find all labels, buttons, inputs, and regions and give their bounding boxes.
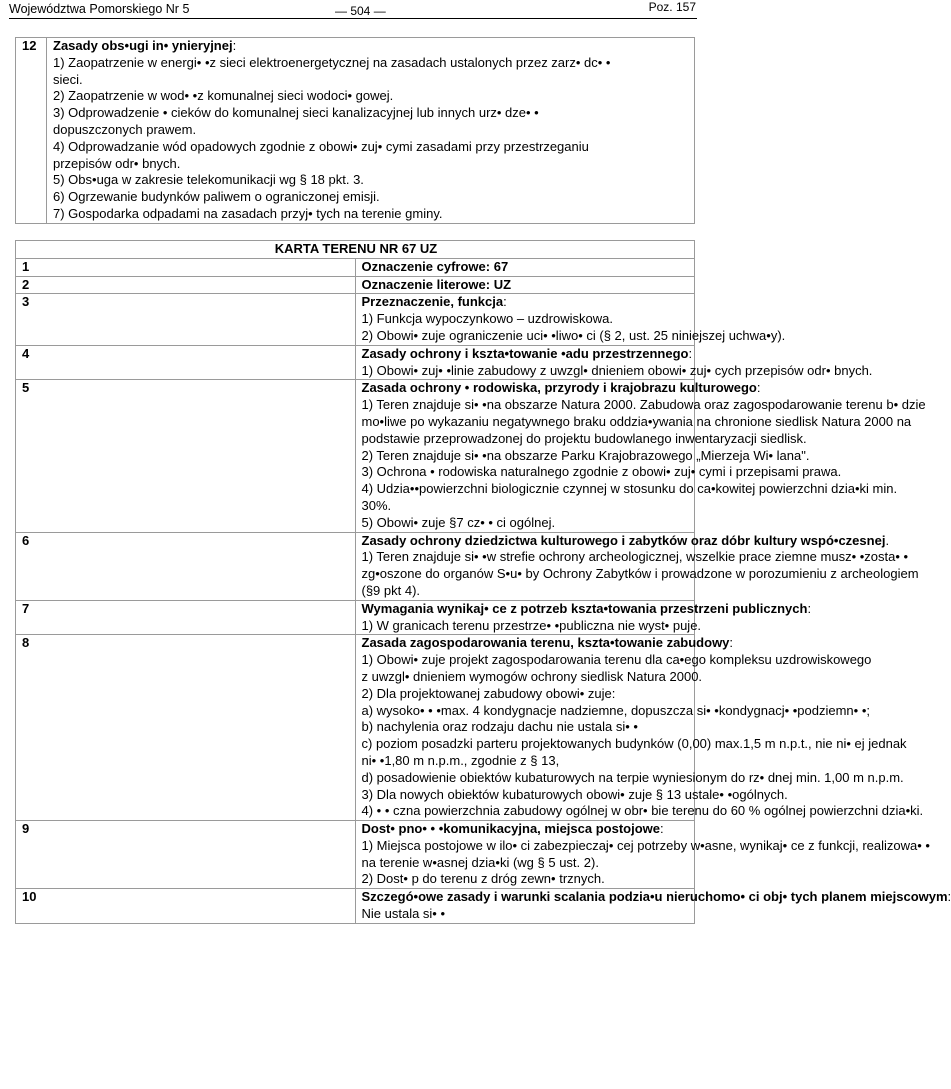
row-heading-bold: Zasada ochrony • rodowiska, przyrody i krajobrazu kulturowego <box>361 380 757 396</box>
row-number: 8 <box>16 635 356 821</box>
row-heading-suffix: : <box>688 345 693 361</box>
row-text-line: d) posadowienie obiektów kubaturowych na terpie wyniesionym do rz• dnej min. 1,00 m n.p.m. <box>361 769 904 785</box>
row-text-line: 2) Dost• p do terenu z dróg zewn• trznych. <box>361 871 605 887</box>
row-heading-bold: Zasady ochrony dziedzictwa kulturowego i zabytków oraz dóbr kultury wspó•czesnej <box>361 532 886 548</box>
row-content <box>355 821 930 889</box>
row-number: 7 <box>16 600 356 635</box>
row-number: 6 <box>16 532 356 600</box>
row-heading <box>362 259 691 276</box>
row-number: 9 <box>16 821 356 889</box>
row-heading <box>361 635 734 652</box>
row-heading <box>361 380 761 397</box>
table-row <box>16 532 695 600</box>
site-card-title: KARTA TERENU NR 67 UZ <box>16 241 695 259</box>
row-heading-suffix: : UZ <box>485 276 512 292</box>
row-text-line: 30%. <box>361 497 392 513</box>
row-text-line: 1) W granicach terenu przestrze• •publiczna nie wyst• puje. <box>361 617 702 633</box>
row-number: 10 <box>16 889 356 924</box>
row-text-line: 1) Obowi• zuje projekt zagospodarowania terenu dla ca•ego kompleksu uzdrowiskowego <box>361 652 872 668</box>
row-heading-bold: Szczegó•owe zasady i warunki scalania podzia•u nieruchomo• ci obj• tych planem miejscowym <box>361 889 948 905</box>
row-heading <box>361 532 890 550</box>
row-heading-bold: Zasady obs•ugi in• ynieryjnej <box>53 38 233 53</box>
row-number: 4 <box>16 345 356 380</box>
row-content <box>355 258 695 276</box>
row-content <box>355 889 951 924</box>
page-header <box>9 0 697 19</box>
row-heading-bold: Oznaczenie cyfrowe <box>361 258 486 274</box>
row-content <box>355 294 786 345</box>
row-content <box>47 38 695 224</box>
row-text-line: sieci. <box>53 71 83 87</box>
row-text-line: 2) Obowi• zuje ograniczenie uci• •liwo• ci (§ 2, ust. 25 niniejszej uchwa•y). <box>361 327 786 343</box>
row-heading-suffix: : <box>756 380 761 396</box>
site-card-table <box>15 240 951 924</box>
table-row <box>16 635 695 821</box>
row-text-line: 5) Obs•uga w zakresie telekomunikacji wg § 18 pkt. 3. <box>53 172 364 188</box>
row-heading-bold: Przeznaczenie, funkcja <box>361 294 504 310</box>
table-row <box>16 294 695 345</box>
row-text-line: 7) Gospodarka odpadami na zasadach przyj• tych na terenie gminy. <box>53 205 443 221</box>
row-content <box>355 380 926 532</box>
table-row <box>16 821 695 889</box>
row-text-line: 2) Zaopatrzenie w wod• •z komunalnej sieci wodoci• gowej. <box>53 88 394 104</box>
row-text-line: 2) Dla projektowanej zabudowy obowi• zuje: <box>361 685 616 701</box>
row-text-line: ni• •1,80 m n.p.m., zgodnie z § 13, <box>361 752 560 768</box>
table-row <box>16 345 695 380</box>
row-heading <box>53 38 690 55</box>
row-heading <box>362 277 691 294</box>
row-heading <box>362 821 691 838</box>
row-text-line: a) wysoko• • •max. 4 kondygnacje nadziemne, dopuszcza si• •kondygnacj• •podziemn• •; <box>361 702 870 718</box>
row-heading-suffix: : <box>660 821 664 837</box>
table-row <box>16 600 695 635</box>
site-card-title-row <box>16 241 695 259</box>
row-content <box>355 635 924 821</box>
row-text-line: z uwzgl• dnieniem wymogów ochrony siedlisk Natura 2000. <box>361 668 703 684</box>
row-text-line: b) nachylenia oraz rodzaju dachu nie ustala si• • <box>361 719 638 735</box>
row-text-line: 6) Ogrzewanie budynków paliwem o ograniczonej emisji. <box>53 189 380 205</box>
row-number: 1 <box>16 258 356 276</box>
row-heading-bold: Oznaczenie literowe <box>361 276 486 292</box>
row-text-line: 1) Zaopatrzenie w energi• •z sieci elektroenergetycznej na zasadach ustalonych przez zarz• dc• • <box>53 54 611 70</box>
row-content <box>355 600 812 635</box>
row-heading-suffix: : <box>503 294 507 310</box>
row-heading <box>361 600 812 618</box>
position-number: Poz. 157 <box>648 0 696 14</box>
row-text-line: przepisów odr• bnych. <box>53 155 181 171</box>
row-heading <box>361 889 951 906</box>
row-text-line: mo•liwe po wykazaniu negatywnego braku oddzia•ywania na chronione siedlisk Natura 2000 na <box>361 413 912 429</box>
row-number: 3 <box>16 294 356 345</box>
table-row <box>16 258 695 276</box>
row-heading-suffix: : <box>947 889 951 905</box>
row-heading-suffix: : <box>807 600 812 616</box>
row-heading-suffix: : 67 <box>485 258 509 274</box>
row-heading-suffix: : <box>232 38 237 53</box>
row-text-line: c) poziom posadzki parteru projektowanych budynków (0,00) max.1,5 m n.p.t., nie ni• ej jednak <box>361 736 907 752</box>
row-text-line: (§9 pkt 4). <box>361 582 421 598</box>
row-text-line: 1) Teren znajduje si• •na obszarze Natura 2000. Zabudowa oraz zagospodarowanie terenu b• dzie <box>361 397 926 413</box>
row-heading-bold: Zasady ochrony i kszta•towanie •adu przestrzennego <box>361 345 689 361</box>
row-text-line: zg•oszone do organów S•u• by Ochrony Zabytków i prowadzone w porozumieniu z archeologiem <box>361 566 919 582</box>
row-text-line: 4) Odprowadzanie wód opadowych zgodnie z obowi• zuj• cymi zasadami przy przestrzeganiu <box>53 138 589 154</box>
row-heading <box>362 346 691 363</box>
row-heading-suffix: : <box>729 635 734 651</box>
row-text-line: 3) Dla nowych obiektów kubaturowych obowi• zuje § 13 ustale• •ogólnych. <box>361 786 788 802</box>
row-number: 5 <box>16 380 356 532</box>
page-number: — 504 — <box>335 4 386 18</box>
row-text-line: 1) Teren znajduje si• •w strefie ochrony archeologicznej, wszelkie prace ziemne musz• •zosta• • <box>361 549 909 565</box>
row-text-line: na terenie w•asnej dzia•ki (wg § 5 ust. 2). <box>361 854 599 870</box>
row-heading-bold: Dost• pno• • •komunikacyjna, miejsca postojowe <box>361 821 660 837</box>
table-row <box>16 38 695 224</box>
row-content <box>355 532 919 600</box>
row-heading-bold: Wymagania wynikaj• ce z potrzeb kszta•towania przestrzeni publicznych <box>361 600 808 616</box>
row-content <box>355 276 695 294</box>
row-content <box>355 345 873 380</box>
journal-title: Województwa Pomorskiego Nr 5 <box>9 2 190 16</box>
row-text-line: 3) Odprowadzenie • cieków do komunalnej sieci kanalizacyjnej lub innych urz• dze• • <box>53 105 539 121</box>
row-text-line: 1) Miejsca postojowe w ilo• ci zabezpieczaj• cej potrzeby w•asne, wynikaj• ce z funkcji, realizowa• • <box>361 837 930 853</box>
row-text-line: 1) Funkcja wypoczynkowo – uzdrowiskowa. <box>361 311 613 327</box>
infrastructure-table <box>15 37 695 224</box>
row-text-line: podstawie przeprowadzonej do projektu budowlanego inwentaryzacji siedlisk. <box>361 430 807 446</box>
table-row <box>16 276 695 294</box>
row-heading-bold: Zasada zagospodarowania terenu, kszta•towanie zabudowy <box>361 635 730 651</box>
row-text-line: 4) Udzia••powierzchni biologicznie czynnej w stosunku do ca•kowitej powierzchni dzia•ki min. <box>361 481 898 497</box>
row-text-line: 5) Obowi• zuje §7 cz• • ci ogólnej. <box>361 514 556 530</box>
row-number: 12 <box>16 38 47 224</box>
row-text-line: 1) Obowi• zuj• •linie zabudowy z uwzgl• dnieniem obowi• zuj• cych przepisów odr• bnych. <box>361 362 873 378</box>
row-text-line: dopuszczonych prawem. <box>53 121 197 137</box>
row-text-line: Nie ustala si• • <box>361 906 446 922</box>
row-heading-suffix: . <box>885 532 890 548</box>
row-text-line: 3) Ochrona • rodowiska naturalnego zgodnie z obowi• zuj• cymi i przepisami prawa. <box>361 464 842 480</box>
row-text-line: 4) • • czna powierzchnia zabudowy ogólnej w obr• bie terenu do 60 % ogólnej powierzchni dzia•ki. <box>361 803 924 819</box>
row-text-line: 2) Teren znajduje si• •na obszarze Parku Krajobrazowego „Mierzeja Wi• lana". <box>361 447 810 463</box>
table-row <box>16 889 695 924</box>
table-row <box>16 380 695 532</box>
row-heading <box>362 294 691 311</box>
row-number: 2 <box>16 276 356 294</box>
